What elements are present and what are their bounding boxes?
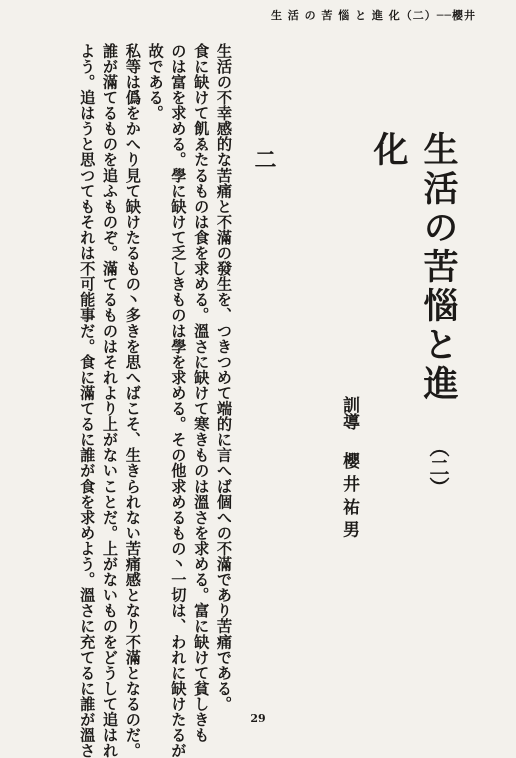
running-header: 生 活 の 苦 惱 と 進 化（二）──櫻井 (270, 9, 476, 22)
body-column: 生活の不幸感的な苦痛と不滿の發生を、つきつめて端的に言へば個への不滿であり苦痛である。 (215, 43, 233, 712)
author-byline (337, 396, 361, 656)
body-column: 故である。 (146, 43, 165, 121)
article-title: 生活の苦惱と進化 (368, 131, 459, 404)
body-column: よう。追はうと思つてもそれは不可能事だ。食に滿てるに誰が食を求めよう。溫さに充てるに誰が溫さ (78, 43, 97, 758)
title-part-number: （二） (426, 437, 450, 497)
body-column: 食に缺けて飢ゑたるものは食を求める。溫さに缺けて寒きものは溫さを求める。富に缺けて貧しきも (192, 43, 211, 743)
author-name: 櫻 井 祐 男 (339, 452, 359, 538)
body-column: 誰が滿てるものを追ふものぞ。滿てるものはそれより上がないことだ。上がないものをどうして追はれ (101, 43, 120, 758)
page-number: 29 (250, 712, 266, 725)
body-text (75, 43, 235, 758)
section-number: 二 (251, 148, 277, 170)
body-column: 私等は僞をかへり見て缺けたるもの丶多きを思へばこそ、生きられない苦痛感となり不滿となるのだ。 (123, 43, 142, 758)
author-prefix: 訓導 (339, 396, 359, 430)
body-column: のは富を求める。學に缺けて乏しきものは學を求める。その他求めるもの丶一切は、われに缺けたるが (169, 43, 188, 758)
